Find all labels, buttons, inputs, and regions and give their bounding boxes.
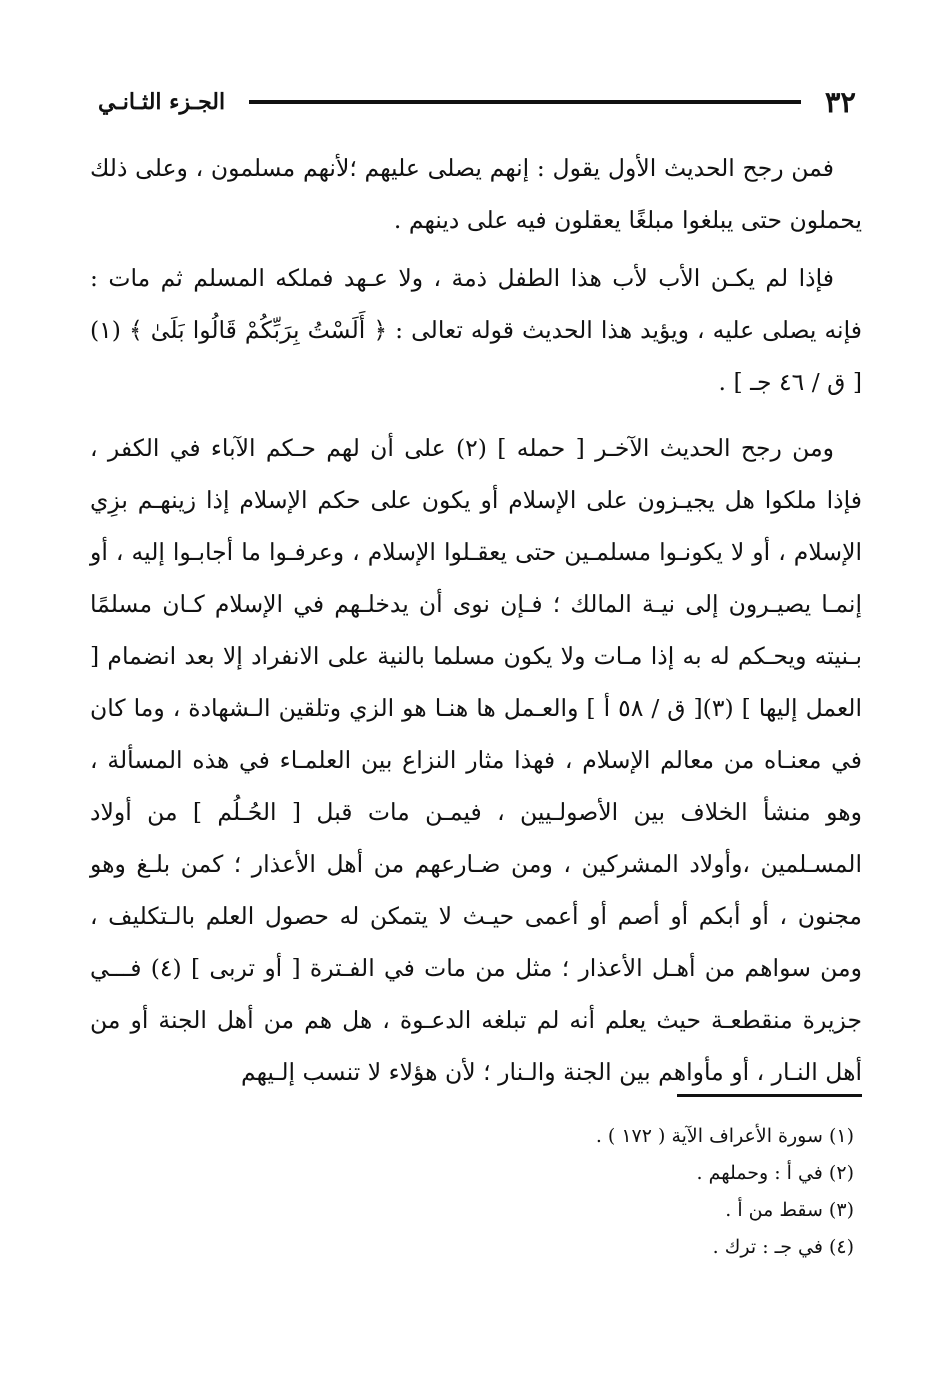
paragraph-2: فإذا لم يكـن الأب لأب هذا الطفل ذمة ، ولا عـهد فملكه المسلم ثم مات : فإنه يصلى عليه ، ويؤيد هذا الحديث قوله تعالى : ﴿ أَلَسْتُ بِرَبِّكُمْ قَالُوا بَلَىٰ ﴾ (١)[ ق / ٤٦ جـ ] . xyxy=(90,264,862,396)
footnote-separator xyxy=(677,1094,862,1097)
page-number: ٣٢ xyxy=(824,85,856,119)
footnote-4: (٤) في جـ : ترك . xyxy=(712,1236,854,1258)
header-rule xyxy=(249,100,801,104)
footnote-2: (٢) في أ : وحملهم . xyxy=(696,1162,854,1184)
footnotes xyxy=(90,1118,862,1266)
running-header xyxy=(90,82,862,122)
main-text xyxy=(90,142,862,1098)
running-title: الجـزء الثـانـي xyxy=(98,89,226,115)
paragraph-1: فمن رجح الحديث الأول يقول : إنهم يصلى عليهم ؛لأنهم مسلمون ، وعلى ذلك يحملون حتى يبلغوا مبلغًا يعقلون فيه على دينهم . xyxy=(90,154,862,234)
paragraph-3: ومن رجح الحديث الآخـر [ حمله ] (٢) على أن لهم حـكم الآباء في الكفر ، فإذا ملكوا هل يجيـزون على الإسلام أو يكون على حكم الإسلام إذا زينهـم بزِي الإسلام ، أو لا يكونـوا مسلمـين حتى يعقـلوا الإسلام ، وعرفـوا ما أجابـوا إليه ، أو إنمـا يصيـرون إلى نيـة المالك ؛ فـإن نوى أن يدخلـهم في الإسلام كـان مسلمًا بـنيته ويحـكم له به إذا مـات ولا يكون مسلما بالنية على الانفراد إلا بعد انضمام [ العمل إليها ] (٣)[ ق / ٥٨ أ ] والعـمل ها هنـا هو الزي وتلقين الـشهادة ، وما كان في معنـاه من معالم الإسلام ، فهذا مثار النزاع بين العلمـاء في هذه المسألة ، وهو منشأ الخلاف بين الأصولـيين ، فيمـن مات قبل [ الحُـلُم ] من أولاد المسـلمين ،وأولاد المشركين ، ومن ضـارعهم من أهل الأعذار ؛ كمن بلـغ وهو مجنون ، أو أبكم أو أصم أو أعمى حيـث لا يتمكن له حصول العلم بالـتكليف ، ومن سواهم من أهـل الأعذار ؛ مثل من مات في الفـترة [ أو تربى ] (٤) فـــي جزيرة منقطعـة حيث يعلم أنه لم تبلغه الدعـوة ، هل هم من أهل الجنة أو من أهل النـار ، أو مأواهم بين الجنة والـنار ؛ لأن هؤلاء لا تنسب إلـيهم xyxy=(90,434,862,1086)
book-page xyxy=(90,70,862,1320)
footnote-1: (١) سورة الأعراف الآية ( ١٧٢ ) . xyxy=(595,1125,854,1147)
footnote-3: (٣) سقط من أ . xyxy=(725,1199,854,1221)
